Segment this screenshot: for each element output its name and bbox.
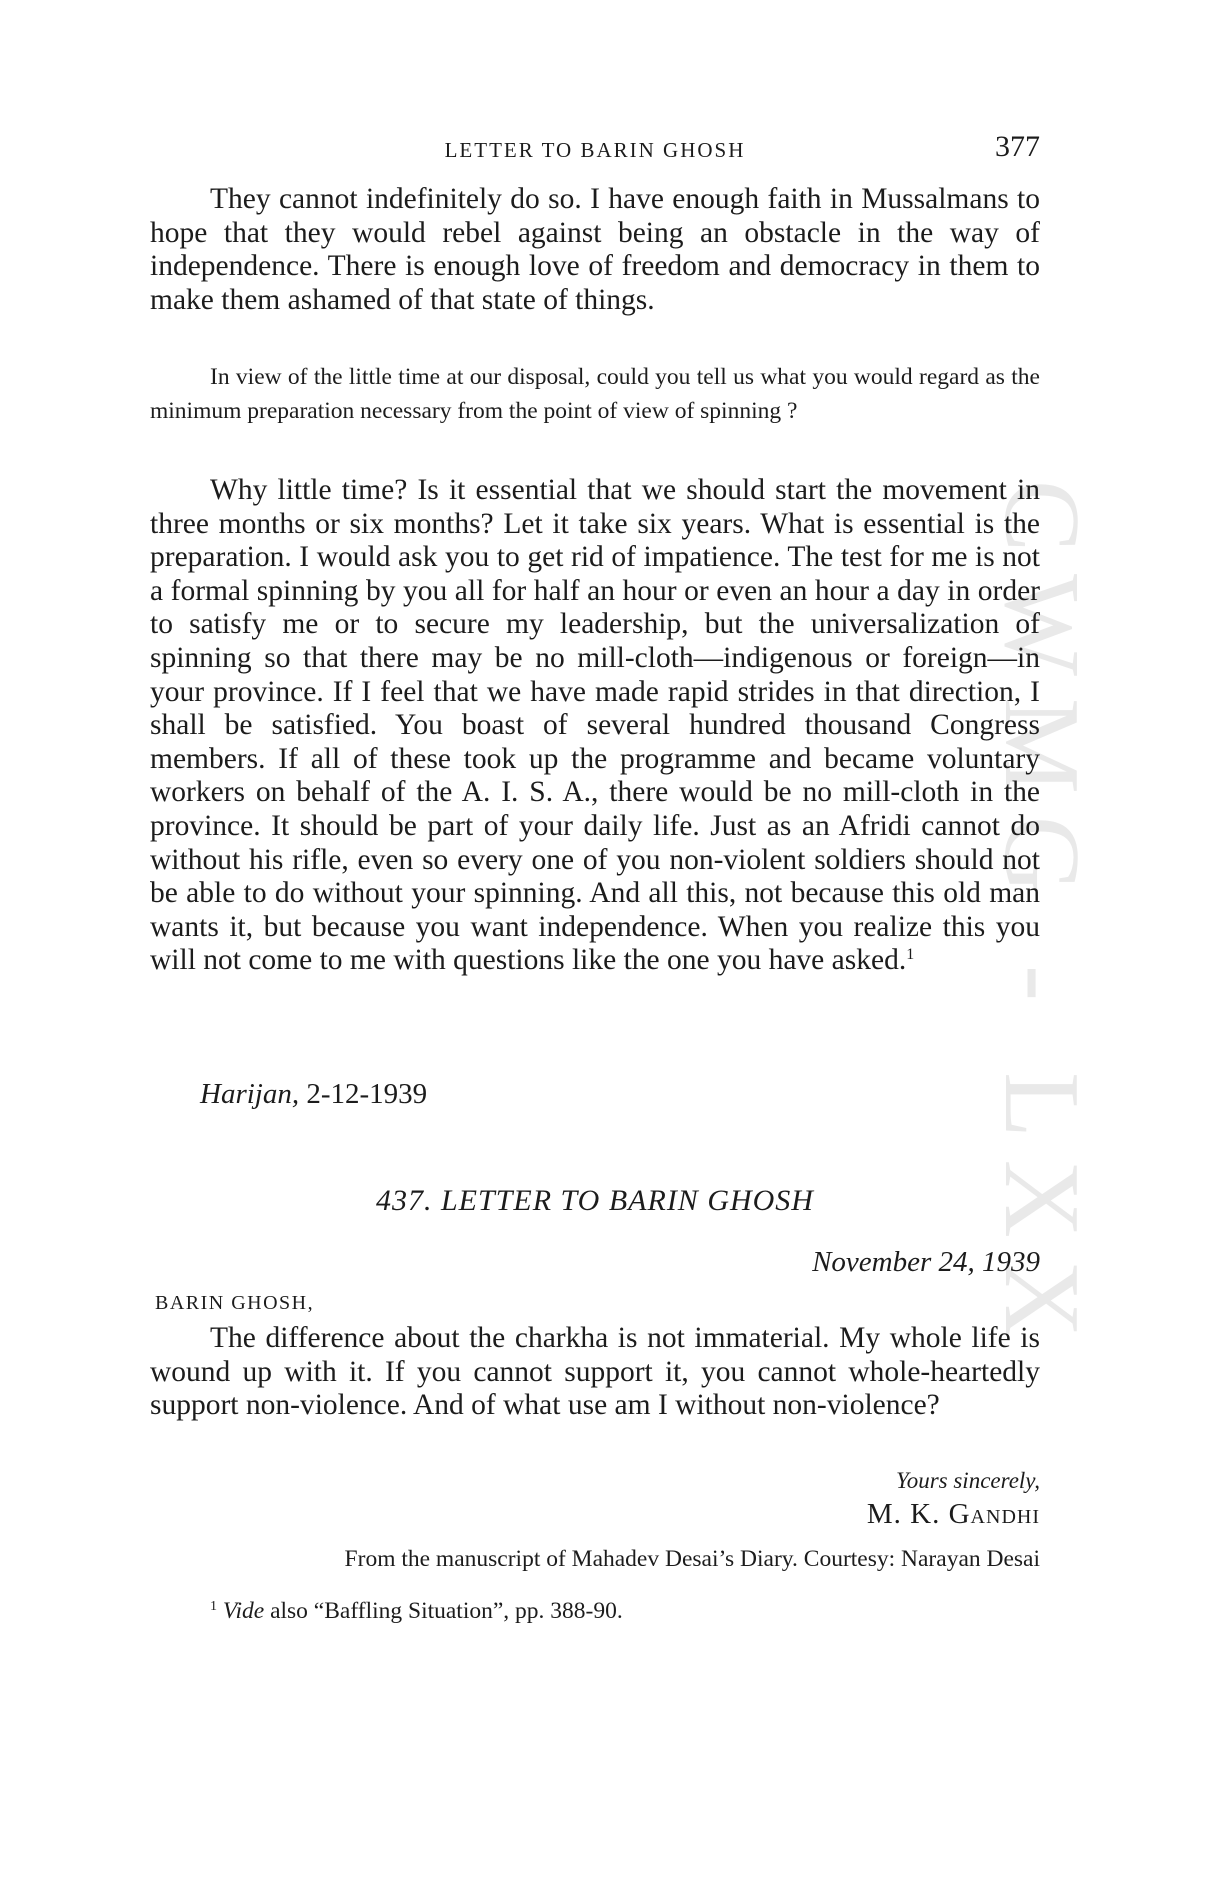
- running-head: [150, 130, 1040, 170]
- footnote-marker: 1: [210, 1599, 217, 1614]
- letter-addressee: BARIN GHOSH,: [155, 1292, 315, 1314]
- source-date: 2-12-1939: [306, 1078, 428, 1110]
- paragraph-2: [150, 474, 1040, 978]
- page-number: 377: [995, 130, 1040, 163]
- footnote: [210, 1598, 623, 1625]
- watermark-text: CWMG - LXX: [982, 480, 1101, 1360]
- letter-date: November 24, 1939: [812, 1246, 1040, 1278]
- footnote-text: also “Baffling Situation”, pp. 388-90.: [270, 1598, 623, 1624]
- footnote-reference: 1: [906, 946, 915, 964]
- running-title: LETTER TO BARIN GHOSH: [444, 138, 746, 162]
- paragraph-1: They cannot indefinitely do so. I have enough faith in Mussalmans to hope that they would rebel against being an obstacle in the way of independence. There is enough love of freedom and democracy in them to make them ashamed of that state of things.: [150, 183, 1040, 316]
- source-citation: [200, 1078, 427, 1111]
- source-publication: Harijan,: [200, 1078, 300, 1110]
- credit-line: From the manuscript of Mahadev Desai’s Diary. Courtesy: Narayan Desai: [344, 1546, 1040, 1572]
- interview-question: In view of the little time at our disposal, could you tell us what you would regard as the minimum preparation necessary from the point of view of spinning ?: [150, 364, 1040, 424]
- paragraph-2-text: Why little time? Is it essential that we should start the movement in three months or six months? Let it take six years. What is essential is the preparation. I would ask you to get rid of impatience. The test for me is not a formal spinning by you all for half an hour or even an hour a day in order to satisfy me or to secure my leadership, but the universalization of spinning so that there may be no mill-cloth—indigenous or foreign—in your province. If I feel that we have made rapid strides in that direction, I shall be satisfied. You boast of several hundred thousand Congress members. If all of these took up the programme and became voluntary workers on behalf of the A. I. S. A., there would be no mill-cloth in the province. It should be part of your daily life. Just as an Afridi cannot do without his rifle, even so every one of you non-violent soldiers should not be able to do without your spinning. And all this, not because this old man wants it, but because you want independence. When you realize this you will not come to me with questions like the one you have asked.: [150, 474, 1040, 977]
- letter-signature: M. K. Gandhi: [866, 1498, 1040, 1530]
- letter-closing: Yours sincerely,: [896, 1468, 1040, 1493]
- document-heading: 437. LETTER TO BARIN GHOSH: [376, 1184, 814, 1217]
- letter-body: The difference about the charkha is not immaterial. My whole life is wound up with it. If you cannot support it, you cannot whole-heartedly support non-violence. And of what use am I without non-violence?: [150, 1322, 1040, 1422]
- footnote-vide: Vide: [222, 1598, 265, 1624]
